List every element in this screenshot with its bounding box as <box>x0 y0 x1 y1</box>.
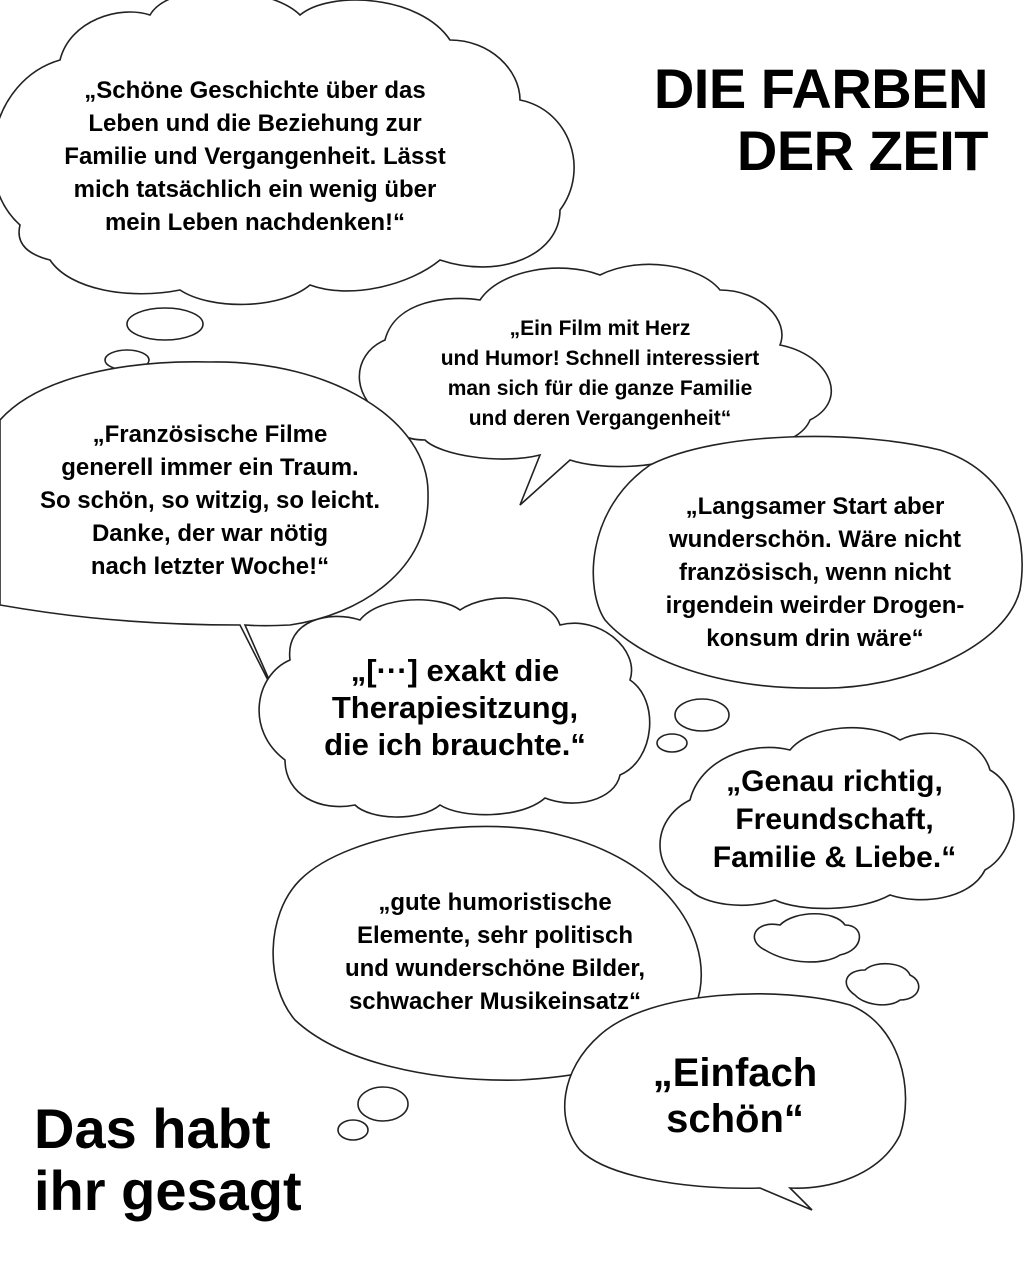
thought-dot <box>846 964 918 1005</box>
thought-dot <box>754 914 859 962</box>
quote-6-text: „Genau richtig, Freundschaft, Familie & Liebe.“ <box>712 765 957 874</box>
quote-7-text: „gute humoristische Elemente, sehr politisch und wunderschöne Bilder, schwacher Musikeinsatz“ <box>344 889 646 1015</box>
quote-8-text: „Einfach schön“ <box>652 1051 818 1141</box>
thought-dot <box>675 699 729 731</box>
quote-3-text: „Französische Filme generell immer ein Traum. So schön, so witzig, so leicht. Danke, der war nötig nach letzter Woche!“ <box>39 421 381 580</box>
page-title: DIE FARBEN DER ZEIT <box>653 57 988 182</box>
tagline: Das habt ihr gesagt <box>34 1097 302 1222</box>
quote-5-text: „[···] exakt die Therapiesitzung, die ich brauchte.“ <box>324 653 586 762</box>
thought-dot <box>338 1120 368 1140</box>
quote-1-text: „Schöne Geschichte über das Leben und die Beziehung zur Familie und Vergangenheit. Lässt mich tatsächlich ein wenig über mein Leben nachdenken!“ <box>64 77 446 236</box>
thought-dot <box>358 1087 408 1121</box>
thought-dot <box>657 734 687 752</box>
thought-dot <box>127 308 203 340</box>
quote-2-text: „Ein Film mit Herz und Humor! Schnell interessiert man sich für die ganze Familie und deren Vergangenheit“ <box>440 317 760 430</box>
quote-4-text: „Langsamer Start aber wunderschön. Wäre nicht französisch, wenn nicht irgendein weirder Drogen- konsum drin wäre“ <box>665 493 965 652</box>
